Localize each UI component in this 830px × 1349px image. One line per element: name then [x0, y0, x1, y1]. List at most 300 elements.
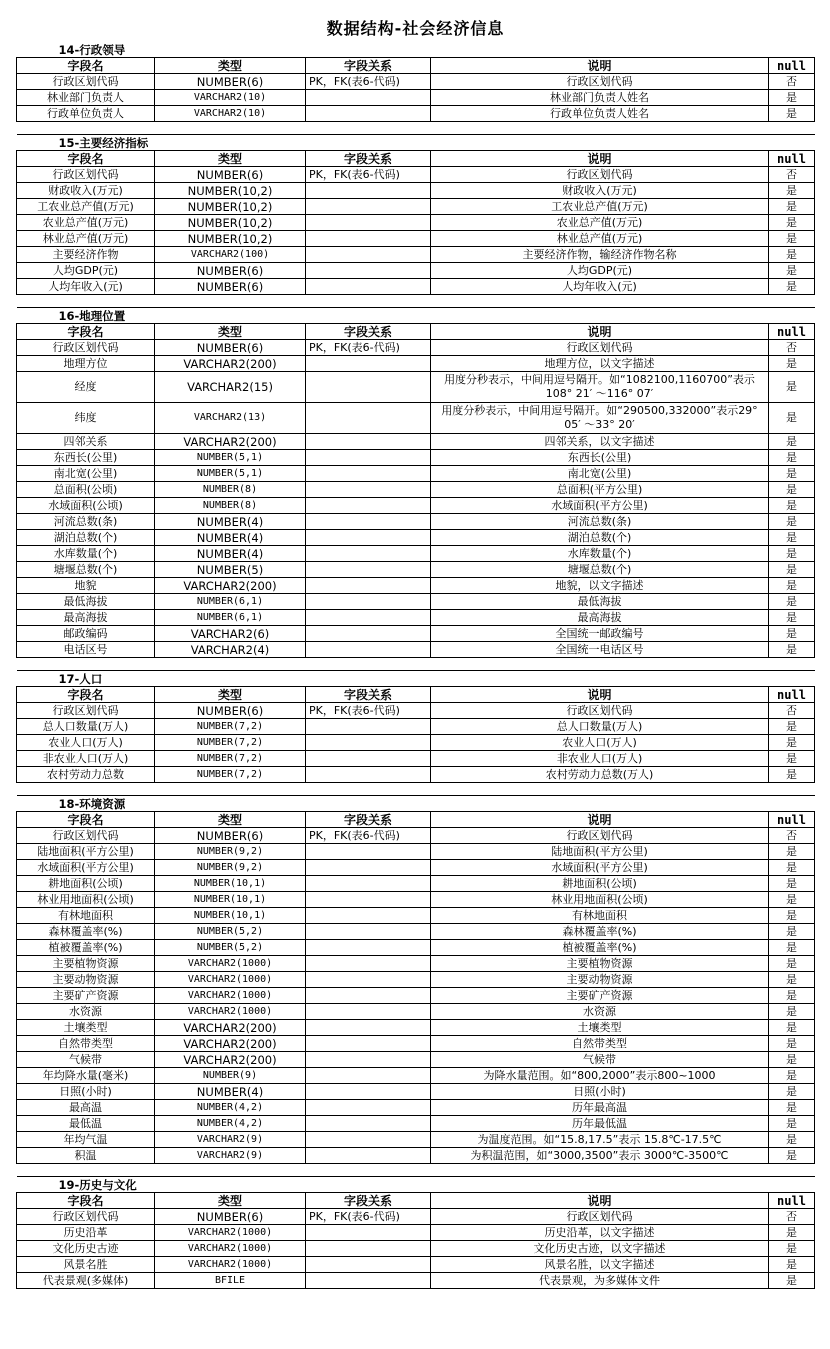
cell-field-name: 主要矿产资源	[17, 988, 155, 1004]
table-row	[17, 735, 815, 751]
cell-description: 农业人口(万人)	[431, 735, 769, 751]
cell-description: 最低海拔	[431, 594, 769, 610]
table-row	[17, 972, 815, 988]
cell-description: 农村劳动力总数(万人)	[431, 767, 769, 783]
cell-description: 为温度范围。如“15.8,17.5”表示 15.8℃-17.5℃	[431, 1132, 769, 1148]
cell-description: 历年最高温	[431, 1100, 769, 1116]
cell-field-name: 纬度	[17, 403, 155, 434]
cell-relation	[306, 892, 431, 908]
cell-nullable: 是	[769, 1052, 815, 1068]
cell-description: 水资源	[431, 1004, 769, 1020]
cell-relation	[306, 403, 431, 434]
cell-description: 非农业人口(万人)	[431, 751, 769, 767]
cell-nullable: 是	[769, 403, 815, 434]
cell-field-name: 总人口数量(万人)	[17, 719, 155, 735]
cell-field-name: 非农业人口(万人)	[17, 751, 155, 767]
table-row	[17, 356, 815, 372]
cell-field-name: 陆地面积(平方公里)	[17, 844, 155, 860]
cell-description: 东西长(公里)	[431, 450, 769, 466]
cell-field-name: 行政区划代码	[17, 340, 155, 356]
table-row	[17, 167, 815, 183]
cell-relation	[306, 610, 431, 626]
cell-type: NUMBER(5,1)	[155, 466, 306, 482]
column-header-relation: 字段关系	[306, 58, 431, 74]
column-header-nullable: null	[769, 151, 815, 167]
column-header-field-name: 字段名	[17, 687, 155, 703]
cell-field-name: 林业总产值(万元)	[17, 231, 155, 247]
cell-type: NUMBER(9)	[155, 1068, 306, 1084]
cell-type: VARCHAR2(9)	[155, 1132, 306, 1148]
cell-nullable: 是	[769, 972, 815, 988]
table-row	[17, 106, 815, 122]
cell-nullable: 是	[769, 610, 815, 626]
cell-field-name: 行政区划代码	[17, 74, 155, 90]
cell-description: 水域面积(平方公里)	[431, 860, 769, 876]
cell-type: NUMBER(10,2)	[155, 215, 306, 231]
cell-field-name: 最低温	[17, 1116, 155, 1132]
cell-field-name: 年均气温	[17, 1132, 155, 1148]
cell-description: 地貌，以文字描述	[431, 578, 769, 594]
cell-relation	[306, 1241, 431, 1257]
cell-nullable: 是	[769, 956, 815, 972]
cell-type: VARCHAR2(15)	[155, 372, 306, 403]
table-row	[17, 892, 815, 908]
section-title: 17-人口	[17, 671, 815, 687]
cell-field-name: 水域面积(公顷)	[17, 498, 155, 514]
cell-description: 林业总产值(万元)	[431, 231, 769, 247]
cell-nullable: 是	[769, 767, 815, 783]
cell-type: NUMBER(4)	[155, 546, 306, 562]
cell-relation	[306, 1068, 431, 1084]
cell-field-name: 行政区划代码	[17, 167, 155, 183]
table-row	[17, 434, 815, 450]
cell-nullable: 是	[769, 106, 815, 122]
cell-nullable: 否	[769, 167, 815, 183]
cell-nullable: 是	[769, 876, 815, 892]
cell-description: 行政单位负责人姓名	[431, 106, 769, 122]
cell-relation	[306, 751, 431, 767]
cell-type: NUMBER(7,2)	[155, 767, 306, 783]
cell-field-name: 积温	[17, 1148, 155, 1164]
table-row	[17, 1225, 815, 1241]
cell-description: 行政区划代码	[431, 1209, 769, 1225]
cell-relation: PK，FK(表6-代码)	[306, 828, 431, 844]
cell-relation	[306, 450, 431, 466]
cell-description: 气候带	[431, 1052, 769, 1068]
cell-nullable: 否	[769, 340, 815, 356]
cell-description: 林业用地面积(公顷)	[431, 892, 769, 908]
cell-description: 土壤类型	[431, 1020, 769, 1036]
cell-description: 全国统一电话区号	[431, 642, 769, 658]
cell-nullable: 是	[769, 183, 815, 199]
cell-type: VARCHAR2(13)	[155, 403, 306, 434]
cell-nullable: 是	[769, 642, 815, 658]
cell-type: NUMBER(6)	[155, 828, 306, 844]
cell-type: VARCHAR2(200)	[155, 434, 306, 450]
cell-field-name: 农业人口(万人)	[17, 735, 155, 751]
cell-type: NUMBER(4)	[155, 1084, 306, 1100]
table-row	[17, 1132, 815, 1148]
column-header-relation: 字段关系	[306, 151, 431, 167]
header-row	[17, 58, 815, 74]
column-header-description: 说明	[431, 1193, 769, 1209]
cell-field-name: 湖泊总数(个)	[17, 530, 155, 546]
table-row	[17, 578, 815, 594]
cell-description: 为积温范围，如“3000,3500”表示 3000℃-3500℃	[431, 1148, 769, 1164]
column-header-description: 说明	[431, 812, 769, 828]
cell-field-name: 文化历史古迹	[17, 1241, 155, 1257]
cell-relation	[306, 642, 431, 658]
table-row	[17, 988, 815, 1004]
table-row	[17, 908, 815, 924]
cell-nullable: 是	[769, 719, 815, 735]
table-row	[17, 1084, 815, 1100]
cell-field-name: 最高温	[17, 1100, 155, 1116]
cell-description: 日照(小时)	[431, 1084, 769, 1100]
cell-description: 林业部门负责人姓名	[431, 90, 769, 106]
cell-field-name: 土壤类型	[17, 1020, 155, 1036]
cell-relation	[306, 546, 431, 562]
cell-relation	[306, 876, 431, 892]
header-row	[17, 687, 815, 703]
cell-field-name: 邮政编码	[17, 626, 155, 642]
cell-field-name: 最高海拔	[17, 610, 155, 626]
column-header-field-name: 字段名	[17, 1193, 155, 1209]
column-header-nullable: null	[769, 58, 815, 74]
column-header-type: 类型	[155, 812, 306, 828]
cell-description: 总人口数量(万人)	[431, 719, 769, 735]
cell-relation	[306, 530, 431, 546]
table-row	[17, 1209, 815, 1225]
cell-type: NUMBER(10,2)	[155, 231, 306, 247]
table-row	[17, 626, 815, 642]
cell-type: VARCHAR2(100)	[155, 247, 306, 263]
cell-type: NUMBER(10,2)	[155, 199, 306, 215]
cell-nullable: 否	[769, 74, 815, 90]
cell-relation	[306, 482, 431, 498]
table-row	[17, 263, 815, 279]
table-row	[17, 530, 815, 546]
cell-relation	[306, 263, 431, 279]
cell-description: 行政区划代码	[431, 74, 769, 90]
section-title: 19-历史与文化	[17, 1177, 815, 1193]
cell-description: 陆地面积(平方公里)	[431, 844, 769, 860]
cell-relation	[306, 988, 431, 1004]
cell-description: 人均GDP(元)	[431, 263, 769, 279]
cell-field-name: 主要植物资源	[17, 956, 155, 972]
cell-field-name: 行政区划代码	[17, 1209, 155, 1225]
cell-type: VARCHAR2(1000)	[155, 1241, 306, 1257]
table-row	[17, 514, 815, 530]
cell-type: NUMBER(10,1)	[155, 908, 306, 924]
section-title: 16-地理位置	[17, 308, 815, 324]
column-header-relation: 字段关系	[306, 687, 431, 703]
cell-description: 主要动物资源	[431, 972, 769, 988]
cell-relation	[306, 940, 431, 956]
table-row	[17, 372, 815, 403]
cell-type: NUMBER(6)	[155, 279, 306, 295]
column-header-field-name: 字段名	[17, 58, 155, 74]
cell-nullable: 是	[769, 626, 815, 642]
cell-type: NUMBER(10,1)	[155, 892, 306, 908]
cell-relation	[306, 924, 431, 940]
table-row	[17, 1257, 815, 1273]
table-row	[17, 1068, 815, 1084]
cell-description: 有林地面积	[431, 908, 769, 924]
cell-description: 湖泊总数(个)	[431, 530, 769, 546]
cell-description: 行政区划代码	[431, 167, 769, 183]
cell-type: NUMBER(7,2)	[155, 751, 306, 767]
section-spacer	[17, 295, 815, 308]
cell-type: NUMBER(5)	[155, 562, 306, 578]
table-row	[17, 1241, 815, 1257]
cell-description: 耕地面积(公顷)	[431, 876, 769, 892]
cell-description: 塘堰总数(个)	[431, 562, 769, 578]
cell-nullable: 是	[769, 908, 815, 924]
table-row	[17, 1004, 815, 1020]
cell-description: 主要植物资源	[431, 956, 769, 972]
cell-nullable: 是	[769, 1273, 815, 1289]
cell-relation	[306, 356, 431, 372]
cell-nullable: 是	[769, 1225, 815, 1241]
cell-relation	[306, 1116, 431, 1132]
cell-nullable: 是	[769, 231, 815, 247]
cell-nullable: 是	[769, 263, 815, 279]
cell-field-name: 经度	[17, 372, 155, 403]
cell-description: 四邻关系，以文字描述	[431, 434, 769, 450]
cell-description: 自然带类型	[431, 1036, 769, 1052]
cell-relation	[306, 372, 431, 403]
cell-field-name: 南北宽(公里)	[17, 466, 155, 482]
section-title: 18-环境资源	[17, 796, 815, 812]
cell-relation	[306, 956, 431, 972]
cell-relation: PK，FK(表6-代码)	[306, 167, 431, 183]
cell-type: VARCHAR2(200)	[155, 1020, 306, 1036]
table-row	[17, 215, 815, 231]
cell-field-name: 电话区号	[17, 642, 155, 658]
cell-relation	[306, 1036, 431, 1052]
cell-type: VARCHAR2(1000)	[155, 988, 306, 1004]
cell-field-name: 代表景观(多媒体)	[17, 1273, 155, 1289]
table-row	[17, 340, 815, 356]
cell-field-name: 四邻关系	[17, 434, 155, 450]
section-spacer	[17, 783, 815, 796]
cell-relation	[306, 199, 431, 215]
cell-field-name: 气候带	[17, 1052, 155, 1068]
table-row	[17, 956, 815, 972]
column-header-description: 说明	[431, 324, 769, 340]
cell-nullable: 是	[769, 940, 815, 956]
cell-relation	[306, 106, 431, 122]
cell-nullable: 是	[769, 514, 815, 530]
cell-nullable: 是	[769, 1020, 815, 1036]
cell-description: 最高海拔	[431, 610, 769, 626]
table-row	[17, 546, 815, 562]
column-header-description: 说明	[431, 687, 769, 703]
cell-description: 文化历史古迹，以文字描述	[431, 1241, 769, 1257]
table-row	[17, 703, 815, 719]
cell-nullable: 否	[769, 703, 815, 719]
cell-nullable: 是	[769, 892, 815, 908]
header-row	[17, 151, 815, 167]
cell-type: VARCHAR2(200)	[155, 356, 306, 372]
table-row	[17, 279, 815, 295]
cell-field-name: 水域面积(平方公里)	[17, 860, 155, 876]
cell-nullable: 是	[769, 530, 815, 546]
section-title: 15-主要经济指标	[17, 135, 815, 151]
cell-type: NUMBER(6)	[155, 1209, 306, 1225]
cell-field-name: 工农业总产值(万元)	[17, 199, 155, 215]
table-row	[17, 642, 815, 658]
cell-description: 主要经济作物，输经济作物名称	[431, 247, 769, 263]
cell-type: VARCHAR2(4)	[155, 642, 306, 658]
cell-nullable: 是	[769, 1036, 815, 1052]
cell-relation	[306, 498, 431, 514]
cell-type: NUMBER(4,2)	[155, 1100, 306, 1116]
cell-nullable: 是	[769, 1100, 815, 1116]
cell-relation	[306, 1004, 431, 1020]
cell-nullable: 是	[769, 988, 815, 1004]
column-header-description: 说明	[431, 58, 769, 74]
cell-field-name: 最低海拔	[17, 594, 155, 610]
cell-relation	[306, 247, 431, 263]
cell-relation: PK，FK(表6-代码)	[306, 74, 431, 90]
cell-field-name: 财政收入(万元)	[17, 183, 155, 199]
cell-type: NUMBER(5,1)	[155, 450, 306, 466]
cell-description: 代表景观，为多媒体文件	[431, 1273, 769, 1289]
cell-field-name: 主要经济作物	[17, 247, 155, 263]
cell-field-name: 森林覆盖率(%)	[17, 924, 155, 940]
cell-field-name: 塘堰总数(个)	[17, 562, 155, 578]
cell-relation	[306, 1148, 431, 1164]
cell-nullable: 是	[769, 482, 815, 498]
cell-relation	[306, 466, 431, 482]
column-header-field-name: 字段名	[17, 812, 155, 828]
cell-description: 历史沿革，以文字描述	[431, 1225, 769, 1241]
cell-nullable: 是	[769, 860, 815, 876]
table-row	[17, 924, 815, 940]
cell-description: 南北宽(公里)	[431, 466, 769, 482]
cell-relation	[306, 1257, 431, 1273]
cell-type: NUMBER(9,2)	[155, 844, 306, 860]
cell-description: 行政区划代码	[431, 703, 769, 719]
cell-type: NUMBER(7,2)	[155, 719, 306, 735]
table-row	[17, 247, 815, 263]
table-row	[17, 450, 815, 466]
cell-nullable: 否	[769, 828, 815, 844]
table-row	[17, 498, 815, 514]
cell-relation	[306, 231, 431, 247]
cell-field-name: 耕地面积(公顷)	[17, 876, 155, 892]
cell-type: NUMBER(5,2)	[155, 940, 306, 956]
cell-field-name: 历史沿革	[17, 1225, 155, 1241]
cell-field-name: 有林地面积	[17, 908, 155, 924]
column-header-type: 类型	[155, 151, 306, 167]
cell-description: 历年最低温	[431, 1116, 769, 1132]
cell-nullable: 是	[769, 751, 815, 767]
cell-relation	[306, 908, 431, 924]
column-header-type: 类型	[155, 324, 306, 340]
cell-field-name: 地貌	[17, 578, 155, 594]
table-row	[17, 199, 815, 215]
cell-field-name: 农业总产值(万元)	[17, 215, 155, 231]
cell-nullable: 是	[769, 1257, 815, 1273]
cell-relation: PK，FK(表6-代码)	[306, 1209, 431, 1225]
cell-type: NUMBER(6,1)	[155, 610, 306, 626]
cell-field-name: 行政区划代码	[17, 828, 155, 844]
cell-relation	[306, 719, 431, 735]
cell-type: VARCHAR2(9)	[155, 1148, 306, 1164]
cell-type: NUMBER(6)	[155, 167, 306, 183]
cell-type: VARCHAR2(200)	[155, 1052, 306, 1068]
cell-field-name: 林业用地面积(公顷)	[17, 892, 155, 908]
table-row	[17, 876, 815, 892]
cell-description: 财政收入(万元)	[431, 183, 769, 199]
cell-field-name: 河流总数(条)	[17, 514, 155, 530]
cell-type: VARCHAR2(1000)	[155, 972, 306, 988]
cell-description: 用度分秒表示，中间用逗号隔开。如“290500,332000”表示29° 05′ ～33° 20′	[431, 403, 769, 434]
cell-field-name: 年均降水量(毫米)	[17, 1068, 155, 1084]
cell-relation: PK，FK(表6-代码)	[306, 703, 431, 719]
cell-relation	[306, 735, 431, 751]
cell-nullable: 是	[769, 372, 815, 403]
cell-relation	[306, 1132, 431, 1148]
table-row	[17, 844, 815, 860]
cell-description: 河流总数(条)	[431, 514, 769, 530]
cell-type: VARCHAR2(1000)	[155, 956, 306, 972]
cell-description: 工农业总产值(万元)	[431, 199, 769, 215]
table-row	[17, 719, 815, 735]
cell-description: 水域面积(平方公里)	[431, 498, 769, 514]
cell-description: 行政区划代码	[431, 340, 769, 356]
table-row	[17, 860, 815, 876]
cell-field-name: 日照(小时)	[17, 1084, 155, 1100]
table-row	[17, 751, 815, 767]
cell-type: VARCHAR2(200)	[155, 578, 306, 594]
cell-relation	[306, 215, 431, 231]
cell-description: 农业总产值(万元)	[431, 215, 769, 231]
cell-relation	[306, 434, 431, 450]
cell-type: VARCHAR2(10)	[155, 106, 306, 122]
cell-description: 总面积(平方公里)	[431, 482, 769, 498]
cell-nullable: 是	[769, 594, 815, 610]
cell-field-name: 人均年收入(元)	[17, 279, 155, 295]
column-header-description: 说明	[431, 151, 769, 167]
cell-type: BFILE	[155, 1273, 306, 1289]
column-header-field-name: 字段名	[17, 151, 155, 167]
cell-relation	[306, 767, 431, 783]
table-row	[17, 183, 815, 199]
cell-relation	[306, 90, 431, 106]
column-header-relation: 字段关系	[306, 812, 431, 828]
section-spacer	[17, 1164, 815, 1177]
cell-type: VARCHAR2(200)	[155, 1036, 306, 1052]
cell-nullable: 是	[769, 356, 815, 372]
cell-field-name: 林业部门负责人	[17, 90, 155, 106]
cell-nullable: 是	[769, 1148, 815, 1164]
cell-relation	[306, 578, 431, 594]
cell-nullable: 是	[769, 466, 815, 482]
cell-relation	[306, 562, 431, 578]
table-row	[17, 1116, 815, 1132]
cell-type: NUMBER(6)	[155, 703, 306, 719]
cell-nullable: 是	[769, 215, 815, 231]
cell-type: NUMBER(9,2)	[155, 860, 306, 876]
cell-type: NUMBER(8)	[155, 498, 306, 514]
section-title: 14-行政领导	[17, 42, 815, 58]
cell-type: NUMBER(4)	[155, 530, 306, 546]
table-row	[17, 610, 815, 626]
